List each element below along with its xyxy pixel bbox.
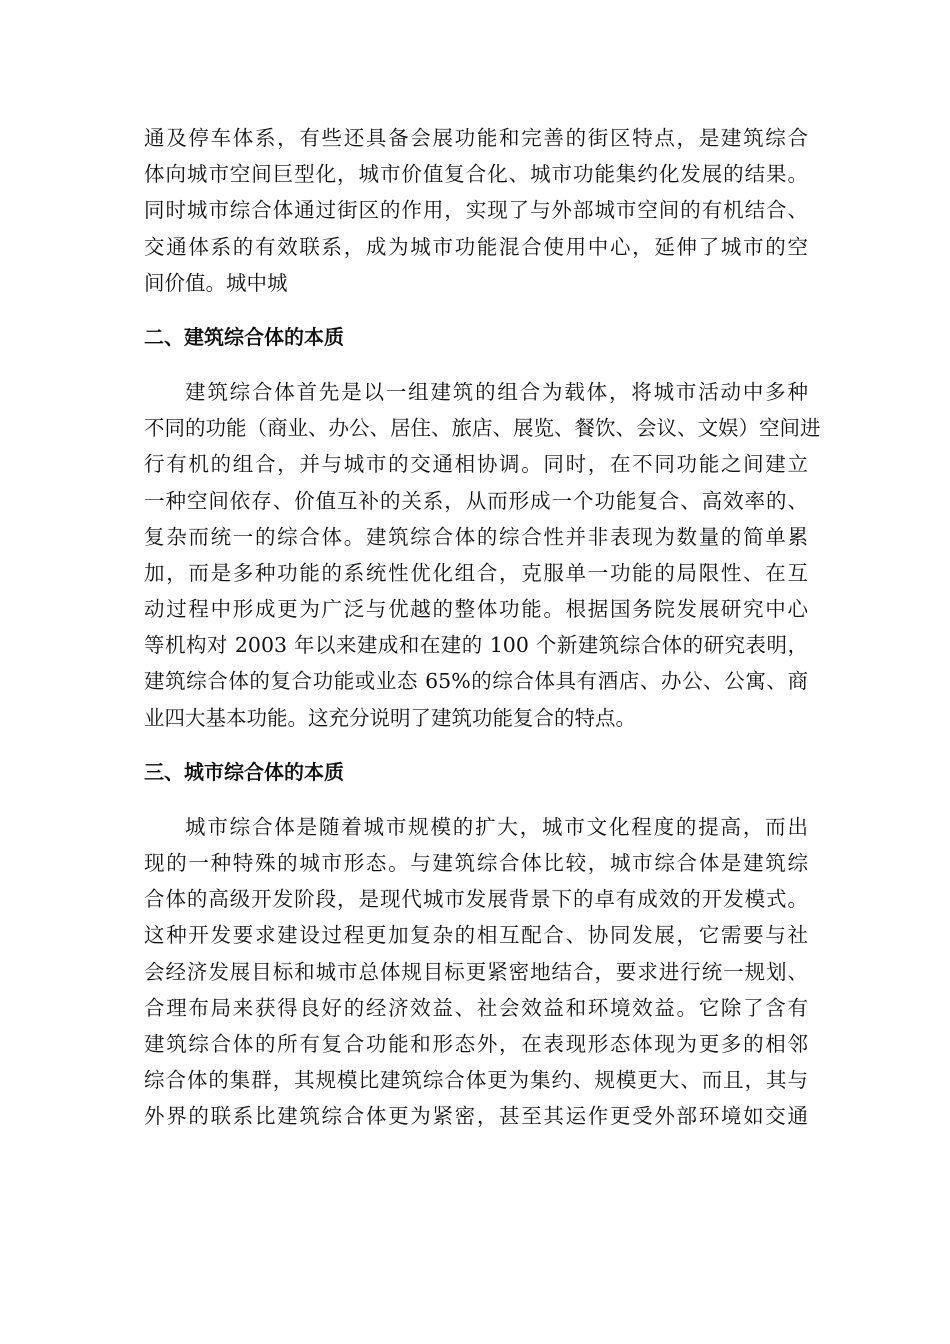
text-line: 这种开发要求建设过程更加复杂的相互配合、协同发展，它需要与社 <box>144 923 808 948</box>
text-line: 现的一种特殊的城市形态。与建筑综合体比较，城市综合体是建筑综 <box>144 851 808 875</box>
text-line: 交通体系的有效联系，成为城市功能混合使用中心，延伸了城市的空 <box>144 234 808 259</box>
text-line: 间价值。城中城 <box>144 270 288 295</box>
text-line: 复杂而统一的综合体。建筑综合体的综合性并非表现为数量的简单累 <box>144 524 808 549</box>
text-line: 不同的功能（商业、办公、居住、旅店、展览、餐饮、会议、文娱）空间进 <box>144 416 821 441</box>
text-line: 合体的高级开发阶段，是现代城市发展背景下的卓有成效的开发模式。 <box>144 887 808 912</box>
text-line: 业四大基本功能。这充分说明了建筑功能复合的特点。 <box>144 705 636 730</box>
text-line: 建筑综合体的所有复合功能和形态外，在表现形态体现为更多的相邻 <box>144 1031 808 1056</box>
continued-paragraph <box>144 120 808 301</box>
text-line: 外界的联系比建筑综合体更为紧密，甚至其运作更受外部环境如交通 <box>144 1104 808 1129</box>
section-heading: 二、建筑综合体的本质 <box>144 324 344 349</box>
section3-paragraph <box>144 809 808 1135</box>
section-heading: 三、城市综合体的本质 <box>144 759 344 784</box>
text-line: 建筑综合体的复合功能或业态 65%的综合体具有酒店、办公、公寓、商 <box>144 669 808 694</box>
text-line: 通及停车体系，有些还具备会展功能和完善的街区特点，是建筑综合 <box>144 126 808 150</box>
text-line: 合理布局来获得良好的经济效益、社会效益和环境效益。它除了含有 <box>144 995 808 1020</box>
text-line: 同时城市综合体通过街区的作用，实现了与外部城市空间的有机结合、 <box>144 198 808 223</box>
text-line: 建筑综合体首先是以一组建筑的组合为载体，将城市活动中多种 <box>185 379 808 404</box>
text-line: 一种空间依存、价值互补的关系，从而形成一个功能复合、高效率的、 <box>144 488 808 513</box>
text-line: 动过程中形成更为广泛与优越的整体功能。根据国务院发展研究中心 <box>144 597 808 622</box>
text-line: 综合体的集群，其规模比建筑综合体更为集约、规模更大、而且，其与 <box>144 1068 808 1093</box>
text-line: 等机构对 2003 年以来建成和在建的 100 个新建筑综合体的研究表明， <box>144 633 808 658</box>
text-line: 体向城市空间巨型化，城市价值复合化、城市功能集约化发展的结果。 <box>144 162 808 187</box>
text-line: 行有机的组合，并与城市的交通相协调。同时，在不同功能之间建立 <box>144 452 808 477</box>
text-line: 城市综合体是随着城市规模的扩大，城市文化程度的提高，而出 <box>185 814 808 839</box>
section2-paragraph <box>144 374 821 736</box>
text-line: 加，而是多种功能的系统性优化组合，克服单一功能的局限性、在互 <box>144 560 808 585</box>
document-page <box>144 120 821 1135</box>
text-line: 会经济发展目标和城市总体规目标更紧密地结合，要求进行统一规划、 <box>144 959 808 984</box>
